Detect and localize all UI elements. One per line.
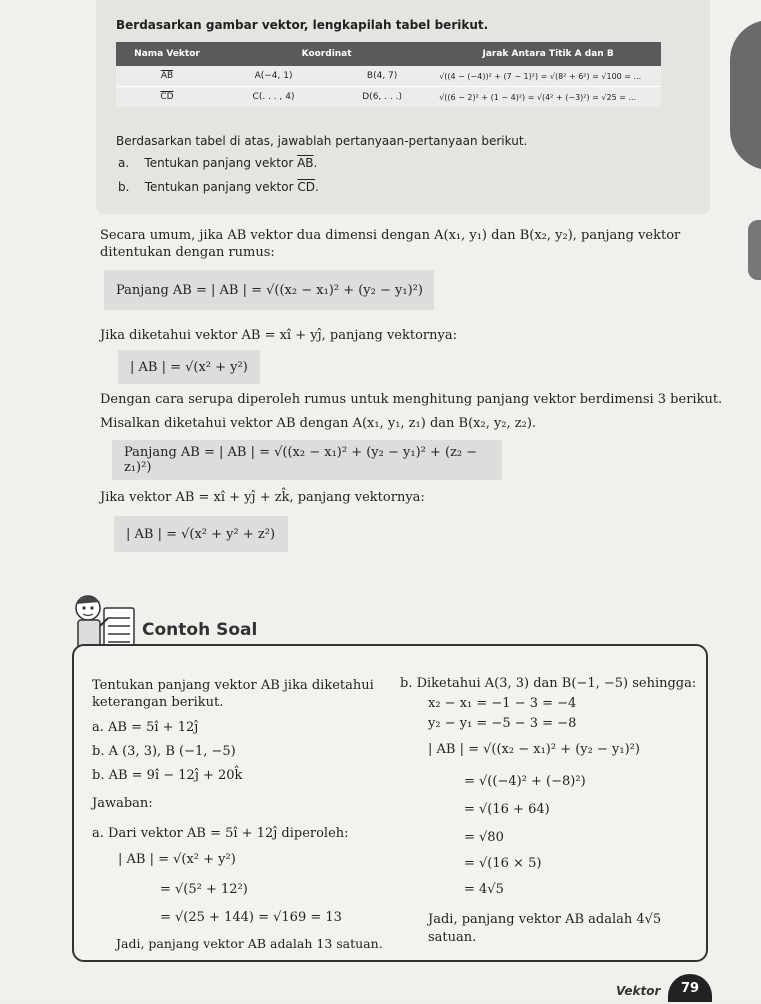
table-cell: √((6 − 2)² + (1 − 4)²) = √(4² + (−3)²) = √25 = ... [435, 87, 661, 108]
theory-paragraph-1-line-1: Secara umum, jika AB vektor dua dimensi dengan A(x₁, y₁) dan B(x₂, y₂), panjang vektor [100, 228, 681, 243]
table-row [116, 66, 661, 87]
theory-paragraph-3-line-2: Misalkan diketahui vektor AB dengan A(x₁, y₁, z₁) dan B(x₂, y₂, z₂). [100, 416, 537, 431]
theory-paragraph-1-line-2: ditentukan dengan rumus: [100, 245, 275, 260]
question-a: a. Tentukan panjang vektor $\overline{AB}$. [118, 156, 318, 170]
table-cell: C(. . . , 4) [218, 87, 329, 108]
theory-paragraph-3-line-1: Dengan cara serupa diperoleh rumus untuk menghitung panjang vektor berdimensi 3 berikut. [100, 392, 723, 407]
question-a-text: Tentukan panjang vektor [144, 156, 294, 170]
example-title: Contoh Soal [142, 620, 258, 640]
example-question-c: b. AB = 9î − 12ĵ + 20k̂ [92, 768, 243, 783]
answer-b-line-9: = 4√5 [464, 882, 504, 897]
table-cell-name: $\overline{CD}$ [160, 92, 174, 102]
answer-a-line-4: = √(25 + 144) = √169 = 13 [160, 910, 342, 925]
example-question-line-1: Tentukan panjang vektor AB jika diketahui [92, 678, 374, 693]
answer-a-conclusion: Jadi, panjang vektor AB adalah 13 satuan. [116, 936, 383, 951]
answer-b-line-2: x₂ − x₁ = −1 − 3 = −4 [428, 696, 577, 711]
vector-table [116, 42, 661, 107]
answer-a-line-1: a. Dari vektor AB = 5î + 12ĵ diperoleh: [92, 826, 349, 841]
answer-label: Jawaban: [92, 796, 153, 811]
question-b-label: b. [118, 180, 130, 194]
answer-b-line-4: | AB | = √((x₂ − x₁)² + (y₂ − y₁)²) [428, 742, 640, 757]
chapter-label: Vektor [616, 984, 661, 998]
table-cell: B(4, 7) [329, 66, 435, 87]
answer-b-line-5: = √((−4)² + (−8)²) [464, 774, 586, 789]
formula-3d-magnitude: | AB | = √(x² + y² + z²) [114, 516, 288, 552]
answer-b-line-8: = √(16 × 5) [464, 856, 542, 871]
question-b-vector: $\overline{CD}$ [297, 180, 315, 194]
question-a-vector: $\overline{AB}$ [297, 156, 314, 170]
question-b-text: Tentukan panjang vektor [144, 180, 294, 194]
table-row [116, 87, 661, 108]
table-cell-name: $\overline{AB}$ [160, 71, 174, 81]
answer-a-line-2: | AB | = √(x² + y²) [118, 852, 236, 867]
question-a-label: a. [118, 156, 130, 170]
answer-b-line-6: = √(16 + 64) [464, 802, 550, 817]
answer-a-line-3: = √(5² + 12²) [160, 882, 248, 897]
table-cell: A(−4, 1) [218, 66, 329, 87]
answer-b-line-1: b. Diketahui A(3, 3) dan B(−1, −5) sehingga: [400, 676, 697, 691]
formula-3d-length: Panjang AB = | AB | = √((x₂ − x₁)² + (y₂ − y₁)² + (z₂ − z₁)²) [112, 440, 502, 480]
table-cell: √((4 − (−4))² + (7 − 1)²) = √(8² + 6²) = √100 = ... [435, 66, 661, 87]
table-header: Jarak Antara Titik A dan B [435, 42, 661, 66]
answer-b-line-3: y₂ − y₁ = −5 − 3 = −8 [428, 716, 577, 731]
answer-b-line-7: = √80 [464, 830, 504, 845]
formula-2d-magnitude: | AB | = √(x² + y²) [118, 350, 260, 384]
activity-instruction: Berdasarkan tabel di atas, jawablah pertanyaan-pertanyaan berikut. [116, 134, 528, 148]
page-number: 79 [668, 974, 712, 1002]
table-header: Nama Vektor [116, 42, 218, 66]
formula-2d-length: Panjang AB = | AB | = √((x₂ − x₁)² + (y₂ − y₁)²) [104, 270, 434, 310]
table-header: Koordinat [218, 42, 435, 66]
page-edge-shadow-small [748, 220, 761, 280]
example-question-b: b. A (3, 3), B (−1, −5) [92, 744, 236, 759]
activity-title: Berdasarkan gambar vektor, lengkapilah tabel berikut. [116, 18, 489, 32]
example-question-a: a. AB = 5î + 12ĵ [92, 720, 199, 735]
example-question-line-2: keterangan berikut. [92, 695, 224, 710]
answer-b-conclusion: Jadi, panjang vektor AB adalah 4√5 [428, 912, 662, 927]
theory-paragraph-2: Jika diketahui vektor AB = xî + yĵ, panjang vektornya: [100, 328, 457, 343]
answer-b-conclusion-end: satuan. [428, 930, 477, 945]
table-cell: D(6, . . .) [329, 87, 435, 108]
theory-paragraph-4: Jika vektor AB = xî + yĵ + zk̂, panjang vektornya: [100, 490, 425, 505]
question-b: b. Tentukan panjang vektor $\overline{CD}$. [118, 180, 319, 194]
table-header-row [116, 42, 661, 66]
page-edge-shadow [730, 20, 761, 170]
